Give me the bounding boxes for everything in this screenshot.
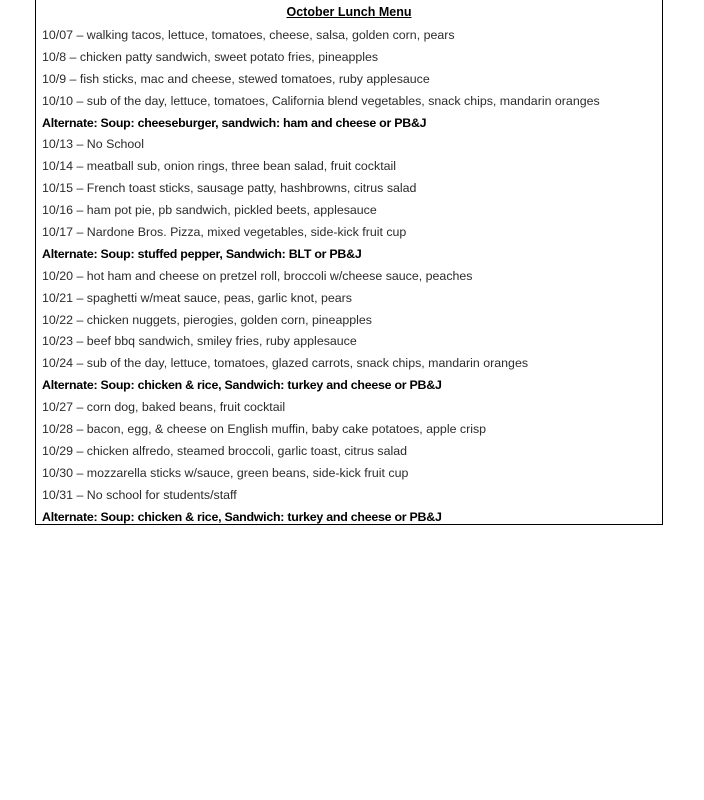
menu-day-line: 10/15 – French toast sticks, sausage patty, hashbrowns, citrus salad [42, 181, 417, 196]
menu-day-line: 10/9 – fish sticks, mac and cheese, stewed tomatoes, ruby applesauce [42, 71, 430, 86]
menu-day-line: 10/31 – No school for students/staff [42, 487, 237, 502]
menu-day-line: 10/16 – ham pot pie, pb sandwich, pickled beets, applesauce [42, 203, 377, 218]
menu-list [42, 25, 658, 528]
menu-day-line: 10/20 – hot ham and cheese on pretzel roll, broccoli w/cheese sauce, peaches [42, 268, 473, 283]
menu-day-line: 10/8 – chicken patty sandwich, sweet potato fries, pineapples [42, 49, 379, 64]
menu-day-line: 10/29 – chicken alfredo, steamed broccoli, garlic toast, citrus salad [42, 443, 408, 458]
menu-day-line: 10/17 – Nardone Bros. Pizza, mixed vegetables, side-kick fruit cup [42, 225, 407, 240]
menu-day-line: 10/27 – corn dog, baked beans, fruit cocktail [42, 400, 286, 415]
alternate-line: Alternate: Soup: cheeseburger, sandwich: ham and cheese or PB&J [42, 115, 427, 130]
menu-day-line: 10/14 – meatball sub, onion rings, three bean salad, fruit cocktail [42, 159, 397, 174]
menu-day-line: 10/10 – sub of the day, lettuce, tomatoes, California blend vegetables, snack chips, mandarin oranges [42, 93, 600, 108]
menu-day-line: 10/07 – walking tacos, lettuce, tomatoes, cheese, salsa, golden corn, pears [42, 28, 455, 42]
menu-day-line: 10/21 – spaghetti w/meat sauce, peas, garlic knot, pears [42, 290, 352, 305]
menu-day-line: 10/28 – bacon, egg, & cheese on English muffin, baby cake potatoes, apple crisp [42, 422, 487, 437]
menu-day-line: 10/22 – chicken nuggets, pierogies, golden corn, pineapples [42, 312, 372, 327]
menu-day-line: 10/24 – sub of the day, lettuce, tomatoes, glazed carrots, snack chips, mandarin oranges [42, 356, 529, 371]
menu-day-line: 10/23 – beef bbq sandwich, smiley fries, ruby applesauce [42, 334, 357, 349]
menu-day-line: 10/30 – mozzarella sticks w/sauce, green beans, side-kick fruit cup [42, 465, 409, 480]
menu-title: October Lunch Menu [286, 5, 412, 19]
alternate-line: Alternate: Soup: chicken & rice, Sandwich: turkey and cheese or PB&J [42, 378, 442, 393]
alternate-line: Alternate: Soup: chicken & rice, Sandwich: turkey and cheese or PB&J [42, 509, 442, 524]
menu-day-line: 10/13 – No School [42, 137, 144, 152]
alternate-line: Alternate: Soup: stuffed pepper, Sandwich: BLT or PB&J [42, 246, 362, 261]
menu-box [35, 0, 663, 525]
